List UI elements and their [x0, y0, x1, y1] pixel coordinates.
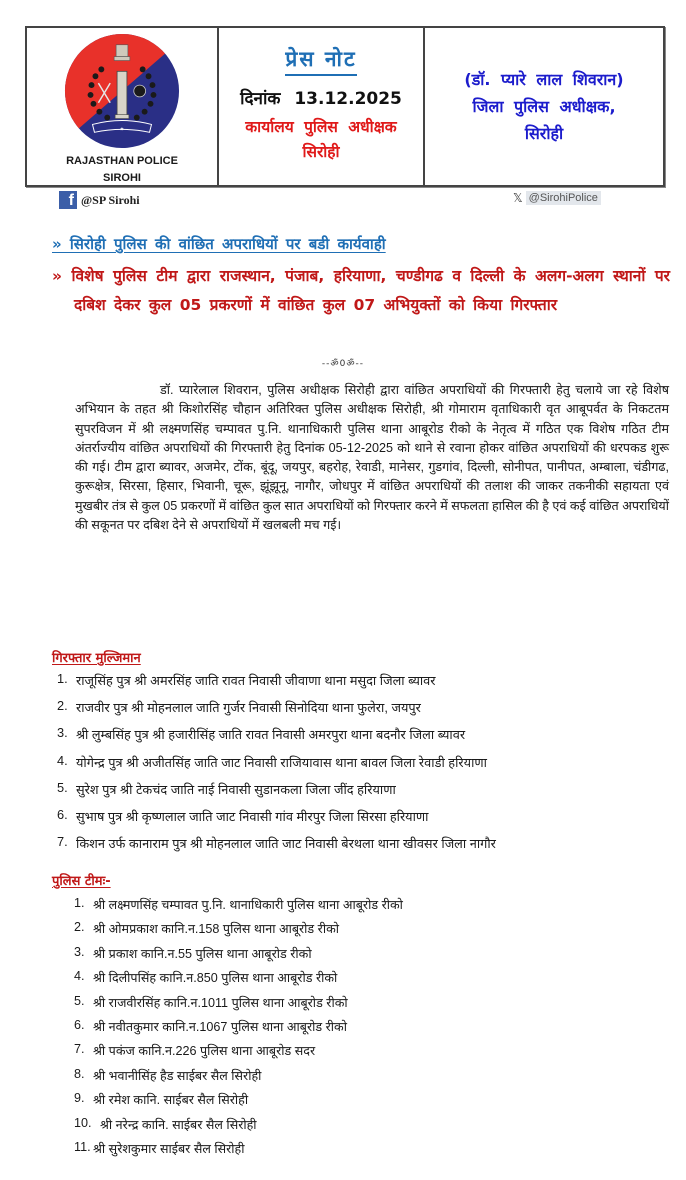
item-number: 1. [57, 671, 68, 686]
svg-text:★: ★ [119, 126, 125, 133]
team-member-item [74, 1140, 534, 1164]
arrested-item [57, 753, 677, 780]
item-text: श्री लुम्बसिंह पुत्र श्री हजारीसिंह जाति रावत निवासी अमरपुरा थाना बदनौर जिला ब्यावर [76, 727, 466, 743]
arrested-item [57, 671, 677, 698]
item-text: श्री लक्ष्मणसिंह चम्पावत पु.नि. थानाधिकारी पुलिस थाना आबूरोड रीको [93, 898, 403, 912]
item-text: श्री भवानीसिंह हैड साईबर सैल सिरोही [93, 1068, 262, 1083]
primary-headline: » सिरोही पुलिस की वांछित अपराधियों पर बडी कार्यवाही [52, 235, 386, 253]
item-number: 3. [74, 944, 85, 959]
item-number: 9. [74, 1091, 85, 1106]
item-number: 2. [74, 920, 85, 935]
arrested-item [57, 780, 677, 807]
item-text: श्री प्रकाश कानि.न.55 पुलिस थाना आबूरोड रीको [93, 946, 312, 961]
item-number: 10. [74, 1115, 92, 1130]
x-link[interactable] [513, 191, 601, 205]
item-text: योगेन्द्र पुत्र श्री अजीतसिंह जाति जाट निवासी राजियावास थाना बावल जिला रेवाडी हरियाणा [76, 754, 487, 770]
item-text: श्री सुरेशकुमार साईबर सैल सिरोही [93, 1141, 245, 1156]
arrested-item [57, 807, 677, 834]
team-member-item [74, 896, 534, 920]
item-number: 5. [74, 993, 85, 1008]
item-text: श्री नवीतकुमार कानि.न.1067 पुलिस थाना आबूरोड रीको [93, 1019, 347, 1034]
team-member-item [74, 1042, 534, 1066]
sp-name: (डॉ. प्यारे लाल शिवरान) [464, 70, 624, 89]
team-member-item [74, 1116, 534, 1140]
team-member-item [74, 945, 534, 969]
item-number: 6. [57, 806, 68, 822]
team-member-item [74, 969, 534, 993]
office-name [245, 115, 396, 165]
item-text: श्री पकंज कानि.न.226 पुलिस थाना आबूरोड सदर [93, 1044, 316, 1059]
arrested-section-title: गिरफ्तार मुल्जिमान [52, 651, 141, 666]
item-text: श्री राजवीरसिंह कानि.न.1011 पुलिस थाना आबूरोड रीको [93, 995, 348, 1010]
sp-district: सिरोही [524, 124, 564, 143]
letterhead-table [25, 26, 665, 187]
item-text: सुभाष पुत्र श्री कृष्णलाल जाति जाट निवासी गांव मीरपुर जिला सिरसा हरियाणा [76, 808, 429, 824]
arrested-item [57, 834, 677, 861]
item-number: 11. [74, 1139, 91, 1154]
date-label: दिनांक [240, 88, 281, 109]
item-number: 6. [74, 1017, 85, 1032]
logo-cell [27, 28, 219, 185]
police-team-section-title: पुलिस टीमः- [52, 874, 111, 889]
item-text: श्री दिलीपसिंह कानि.न.850 पुलिस थाना आबूरोड रीको [93, 971, 338, 986]
team-member-item [74, 1067, 534, 1091]
item-number: 7. [57, 834, 68, 850]
team-member-item [74, 994, 534, 1018]
rajasthan-police-emblem-icon [63, 32, 181, 150]
team-member-item [74, 1018, 534, 1042]
sp-cell [425, 28, 663, 185]
item-text: श्री रमेश कानि. साईबर सैल सिरोही [93, 1093, 249, 1108]
press-note-date [240, 86, 402, 109]
item-number: 4. [57, 752, 68, 768]
sp-designation: जिला पुलिस अधीक्षक, [472, 97, 616, 116]
item-number: 8. [74, 1066, 85, 1081]
logo-caption-org: RAJASTHAN POLICE [66, 155, 178, 167]
item-text: राजवीर पुत्र श्री मोहनलाल जाति गुर्जर निवासी सिनोदिया थाना फुलेरा, जयपुर [76, 700, 421, 716]
secondary-headline-text: » विशेष पुलिस टीम द्वारा राजस्थान, पंजाब, हरियाणा, चण्डीगढ व दिल्ली के अलग-अलग स्थानों पर दबिश देकर कुल 05 प्रकरणों में वांछित कुल 07 अभियुक्तों को किया गिरफ्तार [52, 267, 670, 314]
x-icon: 𝕏 [513, 191, 523, 205]
secondary-headline [52, 262, 670, 320]
office-line-2: सिरोही [302, 142, 340, 161]
police-team-list [74, 896, 534, 1164]
section-divider: --ॐ0ॐ-- [321, 359, 365, 369]
logo-caption-district: SIROHI [103, 172, 141, 184]
item-number: 5. [57, 779, 68, 795]
arrested-list [57, 671, 677, 861]
facebook-link[interactable] [59, 191, 140, 209]
x-handle: @SirohiPolice [526, 191, 601, 205]
logo-caption [66, 153, 178, 187]
item-text: राजूसिंह पुत्र श्री अमरसिंह जाति रावत निवासी जीवाणा थाना मसुदा जिला ब्यावर [76, 673, 436, 688]
facebook-handle: @SP Sirohi [81, 192, 140, 207]
item-text: श्री नरेन्द्र कानि. साईबर सैल सिरोही [100, 1117, 257, 1132]
office-line-1: कार्यालय पुलिस अधीक्षक [245, 117, 397, 136]
item-text: किशन उर्फ कानाराम पुत्र श्री मोहनलाल जाति जाट निवासी बेरथला थाना खीवसर जिला नागौर [76, 836, 496, 852]
arrested-item [57, 698, 677, 725]
item-number: 7. [74, 1042, 85, 1057]
item-text: सुरेश पुत्र श्री टेकचंद जाति नाई निवासी सुडानकला जिला जींद हरियाणा [76, 781, 396, 797]
item-number: 3. [57, 725, 68, 741]
item-number: 2. [57, 698, 68, 714]
item-number: 4. [74, 969, 85, 984]
item-number: 1. [74, 896, 85, 910]
body-paragraph: डॉ. प्यारेलाल शिवरान, पुलिस अधीक्षक सिरोही द्वारा वांछित अपराधियों की गिरफ्तारी हेतु चलाये जा रहे विशेष अभियान के तहत श्री किशोरसिंह चौहान अतिरिक्त पुलिस अधीक्षक सिरोही, श्री गोमाराम वृताधिकारी वृत आबूपर्वत के निकटतम सुपरविजन में श्री लक्ष्मणसिंह चम्पावत पु.नि. थानाधिकारी पुलिस थाना आबूरोड रीको के नेतृत्व में गठित एक विशेष गठित टीम अंतर्राज्यीय वांछित अपराधियों की गिरफ्तारी हेतु दिनांक 05-12-2025 को थाने से रवाना होकर वांछित अपराधियों की धरपकड शुरू की गई। टीम द्वारा ब्यावर, अजमेर, टोंक, बूंदू, जयपुर, बहरोह, रेवाडी, मानेसर, गुडगांव, दिल्ली, सोनीपत, पानीपत, अम्बाला, चंडीगढ, कुरूक्षेत्र, सिरसा, हिसार, भिवानी, चूरू, झूंझूनू, नागौर, जोधपुर में वांछित अपराधियों की तलाश की जाकर तकनीकी सहायता एवं मुखबीर तंत्र से कुल 05 प्रकरणों में वांछित कुल सात अपराधियों को गिरफ्तार करने में सफलता हासिल की है एवं कई वांछित अपराधियों की सकूनत पर दबिश देने से अपराधियों में खलबली मच गई। [75, 383, 669, 533]
arrested-item [57, 725, 677, 752]
date-value: 13.12.2025 [294, 88, 402, 109]
team-member-item [74, 920, 534, 944]
press-note-title: प्रेस नोट [285, 45, 356, 76]
item-text: श्री ओमप्रकाश कानि.न.158 पुलिस थाना आबूरोड रीको [93, 922, 340, 937]
facebook-icon: f [59, 191, 77, 209]
team-member-item [74, 1091, 534, 1115]
press-note-cell [219, 28, 425, 185]
